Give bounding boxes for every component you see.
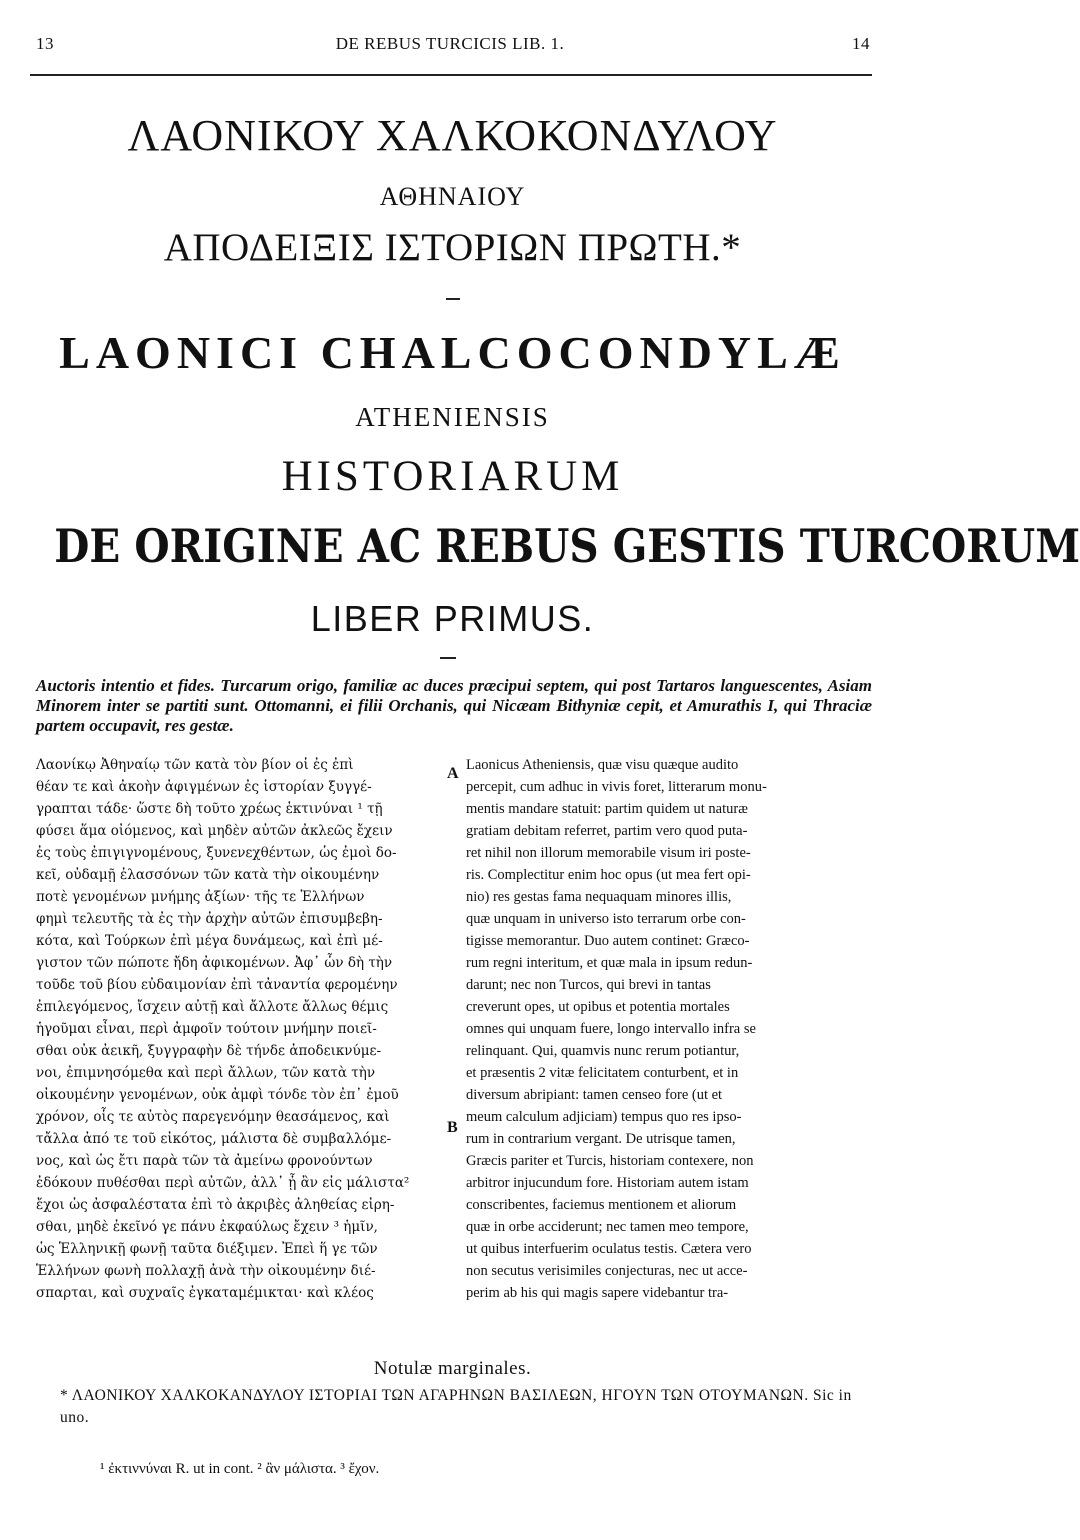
title-separator [446,298,460,300]
latin-text-line: omnes qui unquam fuere, longo intervallo infra se [466,1021,756,1037]
latin-text-line: percepit, cum adhuc in vivis foret, litterarum monu- [466,779,767,795]
latin-text-line: creverunt opes, ut opibus et potentia mortales [466,999,730,1015]
greek-text-line: Ἑλλήνων φωνὴ πολλαχῇ ἀνὰ τὴν οἰκουμένην διέ- [36,1263,376,1279]
latin-historiarum-title: HISTORIARUM [281,453,624,500]
greek-text-line: νος, καὶ ὡς ἔτι παρὰ τῶν τὰ ἀμείνω φρονούντων [36,1153,373,1169]
greek-text-line: γιστον τῶν πώποτε ἤδη ἀφικομένων. Ἀφ᾽ ὧν δὴ τὴν [36,955,393,971]
latin-text-line: ris. Complectitur enim hoc opus (ut mea fert opi- [466,867,751,883]
footnote-title-variant: * ΛΑΟΝΙΚΟΥ ΧΑΛΚΟΚΑΝΔΥΛΟΥ ΙΣΤΟΡΙΑΙ ΤΩΝ ΑΓΑΡΗΝΩΝ ΒΑΣΙΛΕΩΝ, ΗΓΟΥΝ ΤΩΝ ΟΤΟΥΜΑΝΩΝ. Sic in uno. [60,1387,852,1426]
latin-text-line: arbitror injucundum fore. Historiam autem istam [466,1175,749,1191]
latin-text-line: conscribentes, faciemus mentionem et aliorum [466,1197,737,1213]
margin-marker-b: B [447,1119,458,1136]
greek-author-title: ΛΑΟΝΙΚΟΥ ΧΑΛΚΟΚΟΝΔΥΛΟΥ [127,111,778,160]
latin-text-line: gratiam debitam referret, partim vero quod puta- [466,823,748,839]
latin-text-line: Laonicus Atheniensis, quæ visu quæque audito [466,757,739,773]
greek-text-line: ἡγοῦμαι εἶναι, περὶ ἀμφοῖν τούτοιν μνήμην ποιεῖ- [36,1021,377,1037]
greek-text-line: ἐδόκουν πυθέσθαι περὶ αὐτῶν, ἀλλ᾽ ᾗ ἂν εἰς μάλιστα² [36,1175,410,1191]
latin-text-line: rum regni interitum, et quæ mala in ipsum redun- [466,955,753,971]
greek-text-line: τἄλλα ἀπό τε τοῦ εἰκότος, μάλιστα δὲ συμβαλλόμε- [36,1131,392,1147]
latin-text-line: meum calculum adjiciam) tempus quo res ipso- [466,1109,742,1125]
page-number-right: 14 [852,34,870,53]
latin-author-title: LAONICI CHALCOCONDYLÆ [59,327,846,378]
page-number-left: 13 [36,34,54,53]
latin-text-line: ret nihil non illorum memorabile visum iri poste- [466,845,751,861]
latin-origin-title: DE ORIGINE AC REBUS GESTIS TURCORUM [54,519,1080,573]
greek-text-line: τοῦδε τοῦ βίου εὐδαιμονίαν ἐπὶ τἀναντία φερομένην [36,977,398,993]
header-rule [30,74,872,76]
greek-text-line: χρόνον, οἷς τε αὐτὸς παρεγενόμην θεασάμενος, καὶ [36,1109,390,1125]
latin-text-line: perim ab his qui magis sapere videbantur tra- [466,1285,729,1301]
greek-text-line: θέαν τε καὶ ἀκοὴν ἀφιγμένων ἐς ἱστορίαν ξυγγέ- [36,779,372,795]
greek-text-line: σθαι, μηδὲ ἐκεῖνό γε πάνυ ἐκφαύλως ἔχειν ³ ἡμῖν, [36,1219,378,1235]
running-head [30,34,870,58]
greek-text-line: ποτὲ γενομένων μνήμης ἀξίων· τῆς τε Ἑλλήνων [36,889,365,905]
latin-text-line: quæ in orbe acciderunt; nec tamen meo tempore, [466,1219,749,1235]
latin-text-line: mentis mandare statuit: partim quidem ut naturæ [466,801,748,817]
summary-separator [440,657,456,659]
latin-text-line: rum in contrarium vergant. De utrisque tamen, [466,1131,736,1147]
latin-text-line: quæ unquam in universo isto terrarum orbe con- [466,911,746,927]
notulae-heading: Notulæ marginales. [373,1358,532,1379]
book-number-title: LIBER PRIMUS. [310,598,595,639]
greek-text-line: οἰκουμένην γενομένων, οὐκ ἀμφὶ τόνδε τὸν ἐπ᾽ ἐμοῦ [36,1087,399,1103]
latin-text-line: diversum abripiant: tamen censeo fore (ut et [466,1087,723,1103]
greek-text-line: σπαρται, καὶ συχναῖς ἐγκαταμέμικται· καὶ κλέος [36,1285,374,1301]
greek-text-line: ἐπιλεγόμενος, ἴσχειν αὐτῇ καὶ ἄλλοτε ἄλλως θέμις [36,999,389,1015]
latin-text-line: relinquant. Qui, quamvis nunc rerum potiantur, [466,1043,740,1059]
greek-text-line: φημὶ τελευτῆς τὰ ἐς τὴν ἀρχὴν αὐτῶν ἐπισυμβεβη- [36,911,383,927]
latin-text-line: non secutus verisimiles conjecturas, nec ut acce- [466,1263,748,1279]
greek-text-line: Λαονίκῳ Ἀθηναίῳ τῶν κατὰ τὸν βίον οἱ ἐς ἐπὶ [36,757,354,773]
latin-city-subtitle: ATHENIENSIS [355,402,550,432]
latin-text-line: nio) res gestas fama nequaquam minores illis, [466,889,732,905]
greek-text-line: ὡς Ἑλληνικῇ φωνῇ ταῦτα διέξιμεν. Ἐπεὶ ἥ γε τῶν [36,1241,378,1257]
latin-text-column [466,754,871,1354]
greek-work-title: ΑΠΟΔΕΙΞΙΣ ΙΣΤΟΡΙΩΝ ΠΡΩΤΗ.* [163,226,742,269]
greek-text-line: φύσει ἅμα οἰόμενος, καὶ μηδὲν αὐτῶν ἀκλεῶς ἔχειν [36,823,393,839]
greek-text-column [36,754,444,1354]
latin-text-line: Græcis pariter et Turcis, historiam contexere, non [466,1153,754,1169]
greek-text-line: κεῖ, οὐδαμῇ ἐλασσόνων τῶν κατὰ τὴν οἰκουμένην [36,867,380,883]
running-title: DE REBUS TURCICIS LIB. 1. [335,34,565,53]
margin-marker-a: A [447,765,459,782]
chapter-summary: Auctoris intentio et fides. Turcarum origo, familiæ ac duces præcipui septem, qui post Tartaros languescentes, Asiam Minorem inter se partiti sunt. Ottomanni, ei filii Orchanis, qui Nicæam Bithyniæ cepit, et Amurathis I, qui Thraciæ partem occupavit, res gestæ. [36,676,872,735]
greek-text-line: σθαι οὐκ ἀεικῆ, ξυγγραφὴν δὲ τήνδε ἀποδεικνύμε- [36,1043,382,1059]
latin-text-line: darunt; nec non Turcos, qui brevi in tantas [466,977,711,993]
greek-text-line: ἐς τοὺς ἐπιγιγνομένους, ξυνενεχθέντων, ὡς ἐμοὶ δο- [36,845,397,861]
greek-text-line: κότα, καὶ Τούρκων ἐπὶ μέγα δυνάμεως, καὶ ἐπὶ μέ- [36,933,383,949]
latin-text-line: et præsentis 2 vitæ felicitatem conturbent, et in [466,1065,739,1081]
latin-text-line: ut quibus interfuerim oculatus testis. Cætera vero [466,1241,752,1257]
greek-text-line: νοι, ἐπιμνησόμεθα καὶ περὶ ἄλλων, τῶν κατὰ τὴν [36,1065,376,1081]
greek-text-line: γραπται τάδε· ὥστε δὴ τοῦτο χρέως ἐκτινύναι ¹ τῇ [36,801,383,817]
latin-text-line: tigisse memorantur. Duo autem continet: Græco- [466,933,750,949]
greek-city-subtitle: ΑΘΗΝΑΙΟΥ [379,182,526,211]
footnote-variants: ¹ ἐκτιννύναι R. ut in cont. ² ἂν μάλιστα. ³ ἔχον. [100,1461,380,1477]
greek-text-line: ἔχοι ὡς ἀσφαλέστατα ἐπὶ τὸ ἀκριβὲς ἀληθείας εἰρη- [36,1197,395,1213]
